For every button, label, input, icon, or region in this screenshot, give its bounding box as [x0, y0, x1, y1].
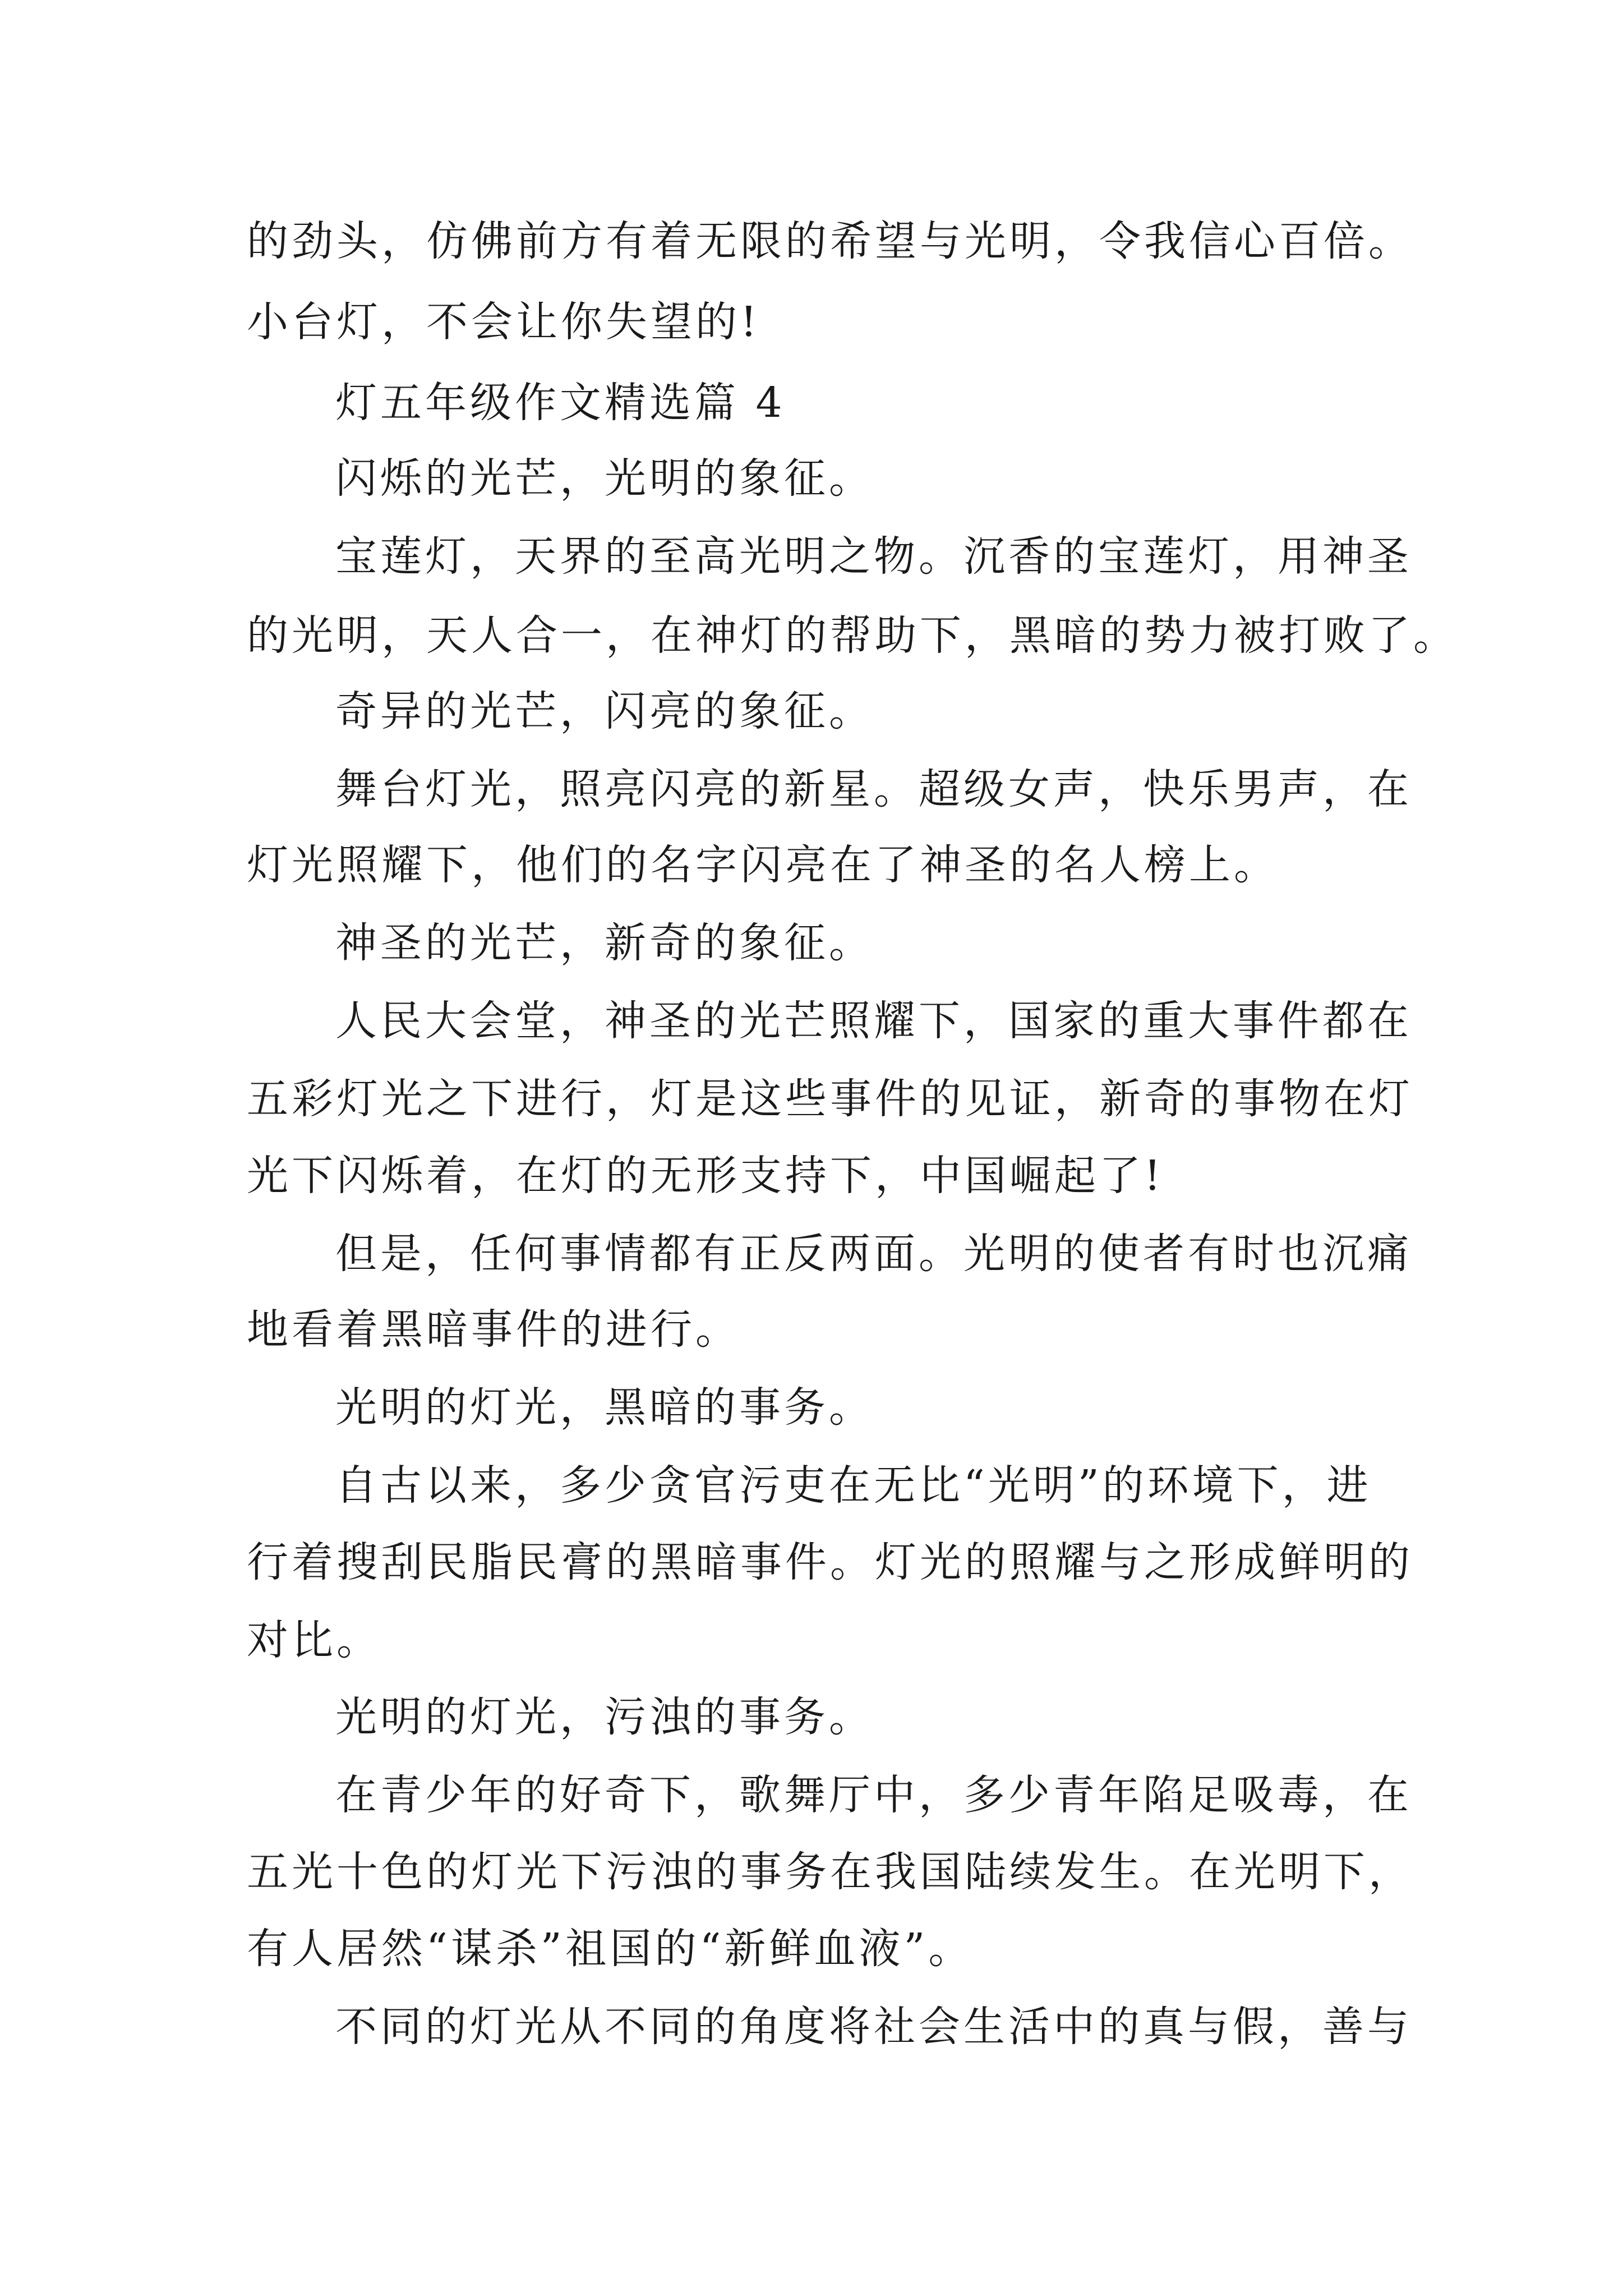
paragraph-line: 宝莲灯，天界的至高光明之物。沉香的宝莲灯，用神圣 — [335, 532, 1412, 581]
paragraph-line: 光明的灯光，黑暗的事务。 — [335, 1383, 874, 1432]
paragraph-line: 地看着黑暗事件的进行。 — [247, 1305, 740, 1354]
paragraph-line: 光下闪烁着，在灯的无形支持下，中国崛起了! — [247, 1152, 1164, 1200]
paragraph-line: 的光明，天人合一，在神灯的帮助下，黑暗的势力被打败了。 — [247, 611, 1458, 660]
paragraph-line: 舞台灯光，照亮闪亮的新星。超级女声，快乐男声，在 — [335, 765, 1412, 813]
paragraph-line: 人民大会堂，神圣的光芒照耀下，国家的重大事件都在 — [335, 997, 1412, 1045]
paragraph-line: 小台灯，不会让你失望的! — [247, 298, 760, 346]
paragraph-line: 自古以来，多少贪官污吏在无比“光明”的环境下，进 — [335, 1461, 1372, 1510]
paragraph-line: 但是，任何事情都有正反两面。光明的使者有时也沉痛 — [335, 1230, 1412, 1278]
paragraph-line: 闪烁的光芒，光明的象征。 — [335, 454, 874, 503]
paragraph-line: 在青少年的好奇下，歌舞厅中，多少青年陷足吸毒，在 — [335, 1771, 1412, 1819]
paragraph-line: 五彩灯光之下进行，灯是这些事件的见证，新奇的事物在灯 — [247, 1075, 1413, 1123]
section-heading: 灯五年级作文精选篇 4 — [335, 379, 786, 427]
paragraph-line: 奇异的光芒，闪亮的象征。 — [335, 687, 874, 735]
paragraph-line: 神圣的光芒，新奇的象征。 — [335, 919, 874, 967]
paragraph-line: 光明的灯光，污浊的事务。 — [335, 1693, 874, 1741]
paragraph-line: 对比。 — [247, 1616, 381, 1664]
paragraph-line: 灯光照耀下，他们的名字闪亮在了神圣的名人榜上。 — [247, 841, 1279, 889]
paragraph-line: 行着搜刮民脂民膏的黑暗事件。灯光的照耀与之形成鲜明的 — [247, 1538, 1413, 1586]
paragraph-line: 不同的灯光从不同的角度将社会生活中的真与假，善与 — [335, 2003, 1412, 2051]
paragraph-line: 有人居然“谋杀”祖国的“新鲜血液”。 — [247, 1925, 974, 1973]
paragraph-line: 五光十色的灯光下污浊的事务在我国陆续发生。在光明下， — [247, 1848, 1413, 1896]
paragraph-line: 的劲头，仿佛前方有着无限的希望与光明，令我信心百倍。 — [247, 217, 1413, 265]
